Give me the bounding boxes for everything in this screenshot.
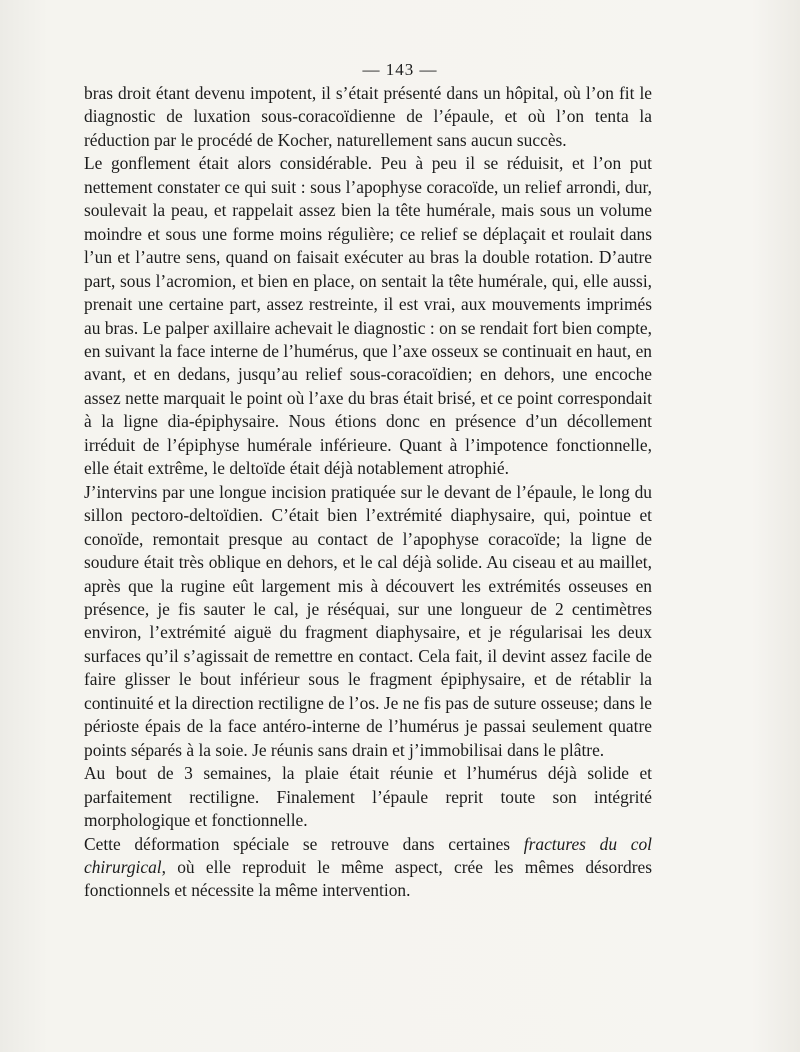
paragraph-continuation: bras droit étant devenu impotent, il s’était présenté dans un hôpital, où l’on fit le diagnostic de luxation sous-coracoïdienne de l’épaule, et où l’on tenta la réduction par le procédé de Kocher, naturellement sans aucun succès.: [84, 83, 652, 150]
paragraph-intervention: J’intervins par une longue incision pratiquée sur le devant de l’épaule, le long du sillon pectoro-deltoïdien. C’était bien l’extrémité diaphysaire, qui, pointue et conoïde, remontait presque au contact de l’apophyse coracoïde; la ligne de soudure était très oblique en dehors, et le cal déjà solide. Au ciseau et au maillet, après que la rugine eût largement mis à découvert les extrémités osseuses en présence, je fis sauter le cal, je réséquai, sur une longueur de 2 centimètres environ, l’extrémité aiguë du fragment diaphysaire, et je régularisai les deux surfaces qu’il s’agissait de remettre en contact. Cela fait, il devint assez facile de faire glisser le bout inférieur sous le fragment épiphysaire, et de rétablir la continuité et la direction rectiligne de l’os. Je ne fis pas de suture osseuse; dans le périoste épais de la face antéro-interne de l’humérus je passai seulement quatre points séparés à la soie. Je réunis sans drain et j’immobilisai dans le plâtre.: [84, 481, 652, 760]
conclusion-italic-term: fractures du col chirurgical: [84, 833, 652, 877]
paragraph-outcome: Au bout de 3 semaines, la plaie était réunie et l’humérus déjà solide et parfaitement rectiligne. Finalement l’épaule reprit toute son intégrité morphologique et fonctionnelle.: [84, 763, 652, 831]
body-text: [84, 82, 652, 903]
page-number: — 143 —: [362, 60, 438, 79]
paragraph-diagnosis: Le gonflement était alors considérable. Peu à peu il se réduisit, et l’on put nettement constater ce qui suit : sous l’apophyse coracoïde, un relief arrondi, dur, soulevait la peau, et rappelait assez bien la tête humérale, mais sous un volume moindre et sous une forme moins régulière; ce relief se déplaçait et roulait dans l’un et l’autre sens, quand on faisait exécuter au bras la double rotation. D’autre part, sous l’acromion, et bien en place, on sentait la tête humérale, qui, elle aussi, prenait une certaine part, assez restreinte, il est vrai, aux mouvements imprimés au bras. Le palper axillaire achevait le diagnostic : on se rendait fort bien compte, en suivant la face interne de l’humérus, que l’axe osseux se continuait en haut, en avant, et en dedans, jusqu’au relief sous-coracoïdien; en dehors, une encoche assez nette marquait le point où l’axe du bras était brisé, et ce point correspondait à la ligne dia-épiphysaire. Nous étions donc en présence d’un décollement irréduit de l’épiphyse humérale inférieure. Quant à l’impotence fonctionnelle, elle était extrême, le deltoïde était déjà notablement atrophié.: [84, 153, 652, 479]
paragraph-conclusion: [84, 833, 652, 903]
conclusion-text-start: Cette déformation spéciale se retrouve dans certaines: [84, 833, 524, 854]
conclusion-text-end: , où elle reproduit le même aspect, crée les mêmes désordres fonctionnels et nécessite la même intervention.: [84, 856, 652, 901]
